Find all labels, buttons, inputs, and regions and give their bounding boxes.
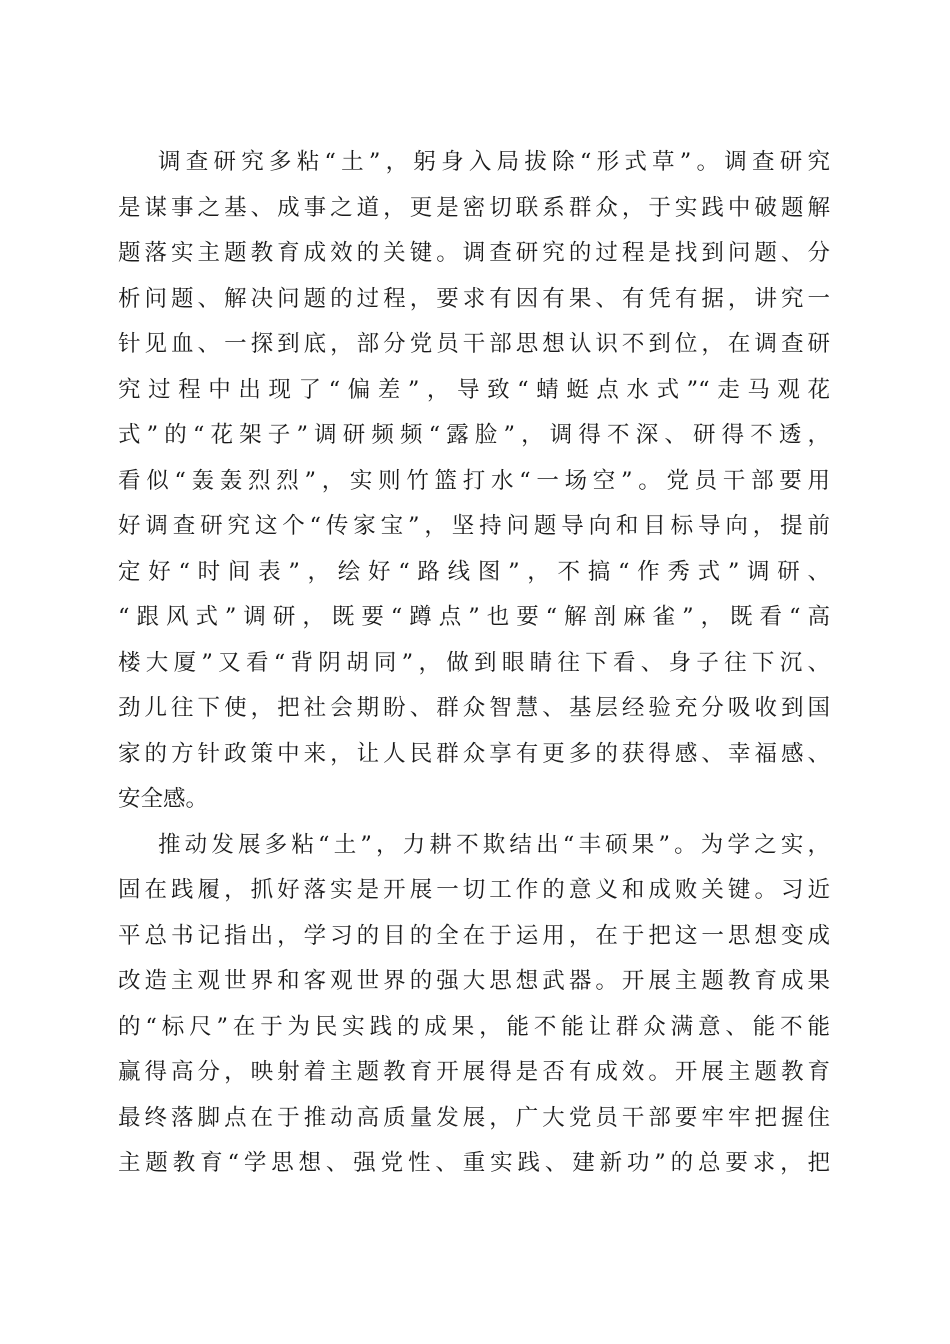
- text-line: 家的方针政策中来，让人民群众享有更多的获得感、幸福感、: [118, 740, 830, 767]
- text-line: 定好“时间表”，绘好“路线图”，不搞“作秀式”调研、: [118, 558, 830, 585]
- text-line: 析问题、解决问题的过程，要求有因有果、有凭有据，讲究一: [118, 285, 830, 312]
- text-line: 题落实主题教育成效的关键。调查研究的过程是找到问题、分: [118, 240, 830, 266]
- text-line: 调查研究多粘“土”，躬身入局拔除“形式草”。调查研究: [158, 149, 830, 175]
- text-line: 平总书记指出，学习的目的全在于运用，在于把这一思想变成: [118, 922, 830, 949]
- text-line: 究过程中出现了“偏差”，导致“蜻蜓点水式”“走马观花: [118, 376, 830, 403]
- text-line: 最终落脚点在于推动高质量发展，广大党员干部要牢牢把握住: [118, 1104, 830, 1131]
- text-line: 安全感。: [118, 786, 209, 812]
- text-line: 主题教育“学思想、强党性、重实践、建新功”的总要求，把: [118, 1150, 830, 1176]
- text-line: 针见血、一探到底，部分党员干部思想认识不到位，在调查研: [118, 331, 830, 357]
- text-line: 的“标尺”在于为民实践的成果，能不能让群众满意、能不能: [118, 1013, 830, 1040]
- text-line: 改造主观世界和客观世界的强大思想武器。开展主题教育成果: [118, 968, 830, 994]
- paragraph-2: [118, 823, 830, 1187]
- text-line: “跟风式”调研，既要“蹲点”也要“解剖麻雀”，既看“高: [118, 604, 830, 630]
- text-line: 看似“轰轰烈烈”，实则竹篮打水“一场空”。党员干部要用: [118, 467, 830, 494]
- text-line: 劲儿往下使，把社会期盼、群众智慧、基层经验充分吸收到国: [118, 695, 830, 721]
- text-line: 好调查研究这个“传家宝”，坚持问题导向和目标导向，提前: [118, 513, 830, 539]
- body-text: [118, 140, 830, 1187]
- text-line: 楼大厦”又看“背阴胡同”，做到眼睛往下看、身子往下沉、: [118, 649, 830, 676]
- text-line: 赢得高分，映射着主题教育开展得是否有成效。开展主题教育: [118, 1059, 830, 1085]
- paragraph-1: [118, 140, 830, 823]
- text-line: 固在践履，抓好落实是开展一切工作的意义和成败关键。习近: [118, 877, 830, 903]
- text-line: 式”的“花架子”调研频频“露脸”，调得不深、研得不透，: [118, 422, 830, 448]
- text-line: 推动发展多粘“土”，力耕不欺结出“丰硕果”。为学之实，: [158, 831, 830, 858]
- text-line: 是谋事之基、成事之道，更是密切联系群众，于实践中破题解: [118, 194, 830, 221]
